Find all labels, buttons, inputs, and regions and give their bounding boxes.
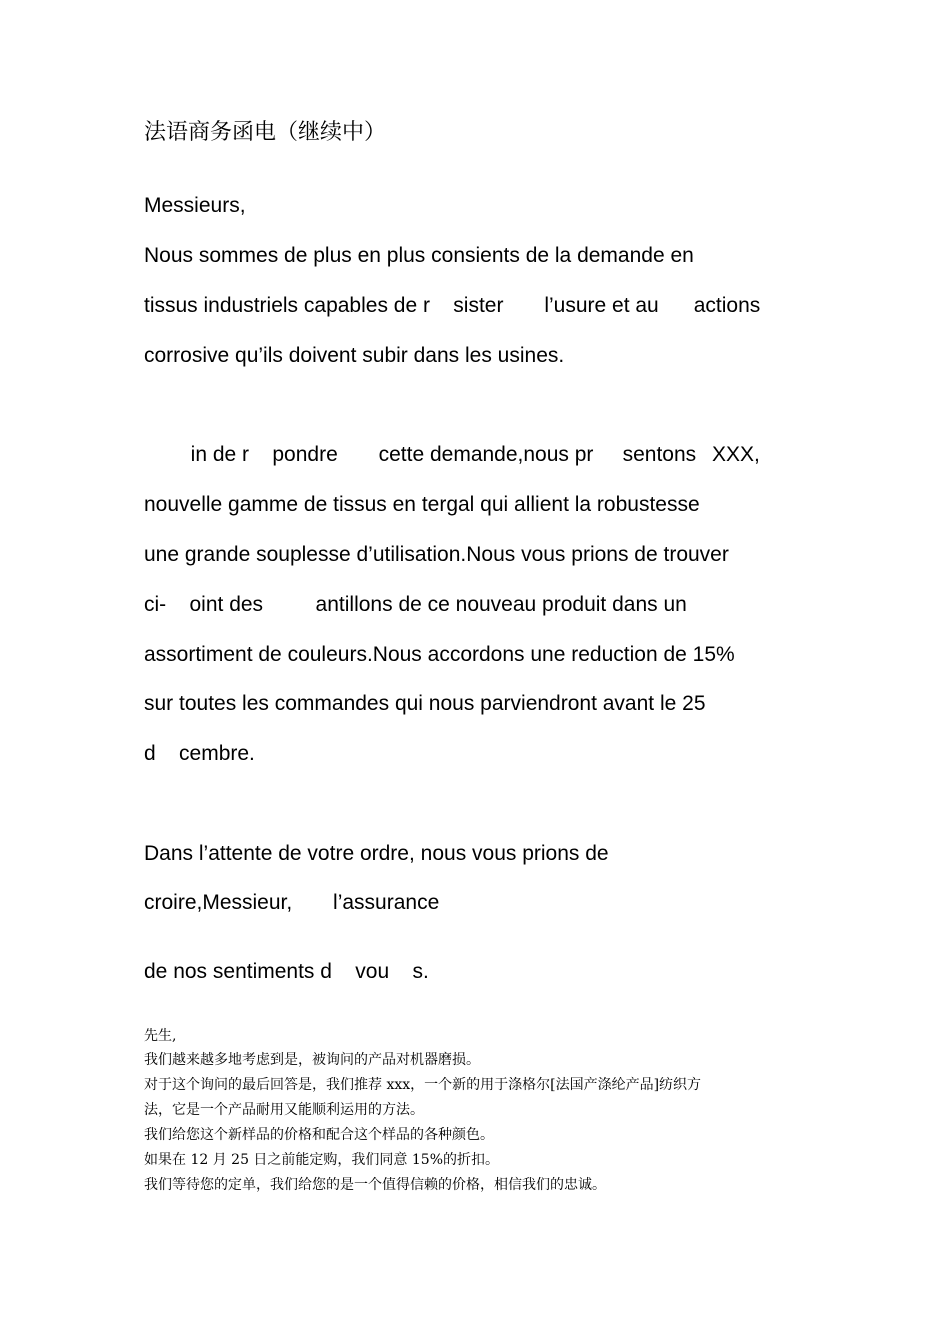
french-line-1: Nous sommes de plus en plus consients de la demande en: [144, 244, 694, 267]
french-line-8: assortiment de couleurs.Nous accordons une reduction de 15%: [144, 643, 735, 666]
overlay-product-name: XXX,: [712, 443, 760, 466]
chinese-line-1: 我们越来越多地考虑到是，被询问的产品对机器磨损。: [144, 1052, 480, 1068]
chinese-line-4: 我们给您这个新样品的价格和配合这个样品的各种颜色。: [144, 1127, 494, 1143]
french-line-9: sur toutes les commandes qui nous parviendront avant le 25: [144, 692, 706, 715]
french-line-5: nouvelle gamme de tissus en tergal qui allient la robustesse: [144, 493, 700, 516]
french-line-6: une grande souplesse d’utilisation.Nous vous prions de trouver: [144, 543, 729, 566]
chinese-line-3: 法，它是一个产品耐用又能顺利运用的方法。: [144, 1102, 424, 1118]
french-line-12: croire,Messieur, l’assurance: [144, 891, 440, 914]
french-line-4: in de r pondre cette demande,nous pr sentons: [144, 443, 697, 466]
chinese-line-5: 如果在 12 月 25 日之前能定购，我们同意 15%的折扣。: [144, 1152, 499, 1168]
chinese-line-0: 先生,: [144, 1028, 177, 1044]
french-line-7: ci- oint des antillons de ce nouveau produit dans un: [144, 593, 687, 616]
french-line-2: tissus industriels capables de r sister l’usure et au actions: [144, 294, 761, 317]
document-title: 法语商务函电（继续中）: [144, 120, 387, 145]
french-line-11: Dans l’attente de votre ordre, nous vous prions de: [144, 842, 609, 865]
french-line-10: d cembre.: [144, 742, 255, 765]
salutation: Messieurs,: [144, 194, 246, 217]
chinese-line-2: 对于这个询问的最后回答是，我们推荐 xxx，一个新的用于涤格尔[法国产涤纶产品]纺织方: [144, 1077, 702, 1093]
french-line-3: corrosive qu’ils doivent subir dans les usines.: [144, 344, 565, 367]
chinese-line-6: 我们等待您的定单，我们给您的是一个值得信赖的价格，相信我们的忠诚。: [144, 1177, 606, 1193]
french-closing: de nos sentiments d vou s.: [144, 960, 429, 983]
